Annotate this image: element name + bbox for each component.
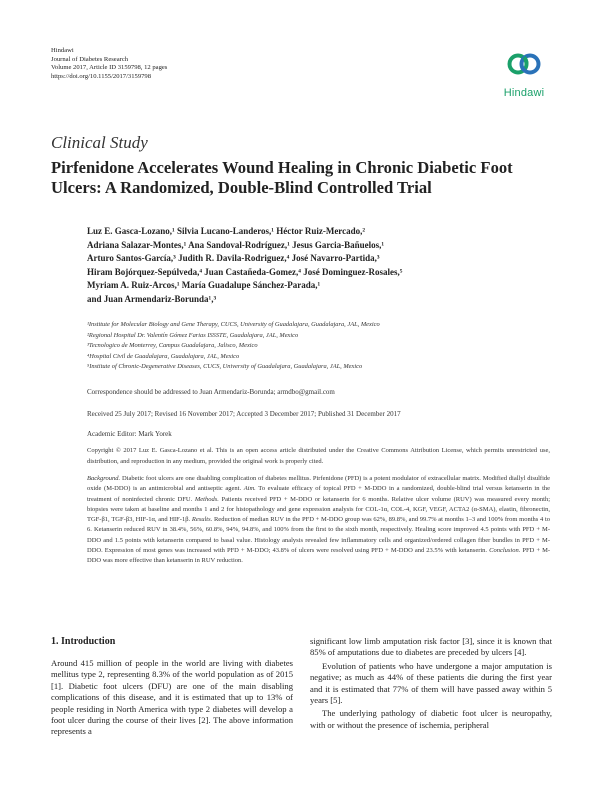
article-type: Clinical Study: [51, 133, 148, 152]
correspondence: Correspondence should be addressed to Juan Armendariz-Borunda; armdbo@gmail.com: [87, 388, 335, 396]
body-column-right: [310, 636, 552, 731]
intro-paragraph: significant low limb amputation risk factor [3], since it is known that 85% of amputations due to diabetes are preceded by ulcers [4].: [310, 636, 552, 658]
abstract-results-label: Results.: [191, 516, 213, 524]
abstract-background: Diabetic foot ulcers are one disabling complication of diabetes mellitus. Pirfenidone (PFD) is a potent modulator of extracellular matrix. Modified diallyl disulfide oxide (M-DDO) is an antimicrobial and antiseptic agent.: [87, 475, 551, 493]
author-line: Luz E. Gasca-Lozano,¹ Silvia Lucano-Landeros,¹ Héctor Ruiz-Mercado,²: [87, 226, 366, 236]
affiliation: ³Tecnologico de Monterrey, Campus Guadalajara, Jalisco, Mexico: [87, 342, 258, 350]
article-title: Pirfenidone Accelerates Wound Healing in Chronic Diabetic Foot Ulcers: A Randomized, Double-Blind Controlled Trial: [51, 158, 513, 197]
affiliation-list: [87, 320, 557, 373]
author-line: and Juan Armendariz-Borunda¹,³: [87, 293, 217, 304]
logo-wordmark: Hindawi: [503, 87, 545, 99]
intro-paragraph: The underlying pathology of diabetic foot ulcer is neuropathy, with or without the presence of ischemia, peripheral: [310, 708, 552, 730]
abstract-background-label: Background.: [87, 475, 121, 482]
body-column-left: [51, 658, 293, 738]
author-line: Arturo Santos-García,³ Judith R. Davila-Rodriguez,⁴ José Navarro-Partida,³: [87, 253, 380, 264]
abstract-conclusion: PFD + M-DDO was more effective than ketanserin in RUV reduction.: [87, 547, 551, 565]
copyright-notice: Copyright © 2017 Luz E. Gasca-Lozano et al. This is an open access article distributed under the Creative Commons Attribution License, which permits unrestricted use, distribution, and reproduction in any medium, provided the original work is properly cited.: [87, 447, 550, 465]
affiliation: ⁵Institute of Chronic-Degenerative Diseases, CUCS, University of Guadalajara, Guadalajara, JAL, Mexico: [87, 363, 363, 371]
hindawi-logo-icon: [506, 46, 542, 82]
author-line: Adriana Salazar-Montes,¹ Ana Sandoval-Rodríguez,¹ Jesus Garcia-Bañuelos,¹: [87, 239, 385, 250]
volume-line: Volume 2017, Article ID 3159798, 12 pages: [51, 64, 168, 72]
publication-dates: Received 25 July 2017; Revised 16 November 2017; Accepted 3 December 2017; Published 31 December 2017: [87, 410, 401, 418]
intro-paragraph: Around 415 million of people in the world are living with diabetes mellitus type 2, representing 8.3% of the world population as of 2015 [1]. Diabetic foot ulcers (DFU) are one of the main disabling complications of this disease, and it is estimated that up to 13% of people residing in North America with type 2 diabetes will develop a foot ulcer during the course of their lives [2]. The above information represents a: [51, 658, 293, 737]
abstract-methods: Patients received PFD + M-DDO or ketanserin for 6 months. Relative ulcer volume (RUV) was measured every month; biopsies were taken at baseline and months 1 and 2 for histopathology and gene expression analysis for COL-1α, COL-4, KGF, VEGF, ACTA2 (α-SMA), elastin, fibronectin, TGF-β1, TGF-β3, HIF-1α, and HIF-1β.: [87, 495, 551, 524]
abstract: [87, 474, 550, 567]
abstract-results: Reduction of median RUV in the PFD + M-DDO group was 62%, 89.8%, and 99.7% at months 1–3 and 100% from months 4 to 6. Ketanserin reduced RUV in 38.4%, 56%, 60.8%, 94%, 94.8%, and 100% from the first to the sixth month, respectively. Healing score improved 4.5 points with PFD + M-DDO and 1.5 points with ketanserin compared to basal value. Histology analysis revealed few inflammatory cells and organized/ordered collagen fiber bundles in PFD + M-DDO. Expression of most genes was increased with PFD + M-DDO; 43.8% of ulcers were resolved using PFD + M-DDO and 23.5% with ketanserin.: [87, 516, 551, 555]
affiliation: ²Regional Hospital Dr. Valentín Gómez Farias ISSSTE, Guadalajara, JAL, Mexico: [87, 331, 299, 339]
author-line: Myriam A. Ruiz-Arcos,¹ María Guadalupe Sánchez-Parada,¹: [87, 280, 321, 291]
abstract-conclusion-label: Conclusion.: [489, 547, 521, 555]
abstract-methods-label: Methods.: [194, 495, 219, 503]
abstract-aim: To evaluate efficacy of topical PFD + M-DDO in a randomized, double-blind trial versus ketanserin in the treatment of noninfected chronic DFU.: [87, 485, 551, 503]
section-heading-introduction: 1. Introduction: [51, 636, 116, 647]
affiliation: ¹Institute for Molecular Biology and Gene Therapy, CUCS, University of Guadalajara, Guadalajara, JAL, Mexico: [87, 321, 380, 328]
academic-editor: Academic Editor: Mark Yorek: [87, 430, 172, 438]
abstract-aim-label: Aim.: [243, 485, 256, 493]
affiliation: ⁴Hospital Civil de Guadalajara, Guadalajara, JAL, Mexico: [87, 352, 240, 360]
publisher-name: Hindawi: [51, 47, 74, 54]
journal-name: Journal of Diabetes Research: [51, 55, 129, 63]
hindawi-logo: [494, 46, 554, 106]
journal-header: [51, 47, 167, 81]
author-line: Hiram Bojórquez-Sepúlveda,⁴ Juan Castañeda-Gomez,⁴ José Dominguez-Rosales,⁵: [87, 266, 403, 277]
doi-link[interactable]: https://doi.org/10.1155/2017/3159798: [51, 72, 152, 80]
intro-paragraph: Evolution of patients who have undergone a major amputation is negative; as much as 44% of these patients die during the first year and it is estimated that 77% of them will have passed away within 5 years [5].: [310, 660, 552, 706]
author-list: [87, 225, 547, 307]
